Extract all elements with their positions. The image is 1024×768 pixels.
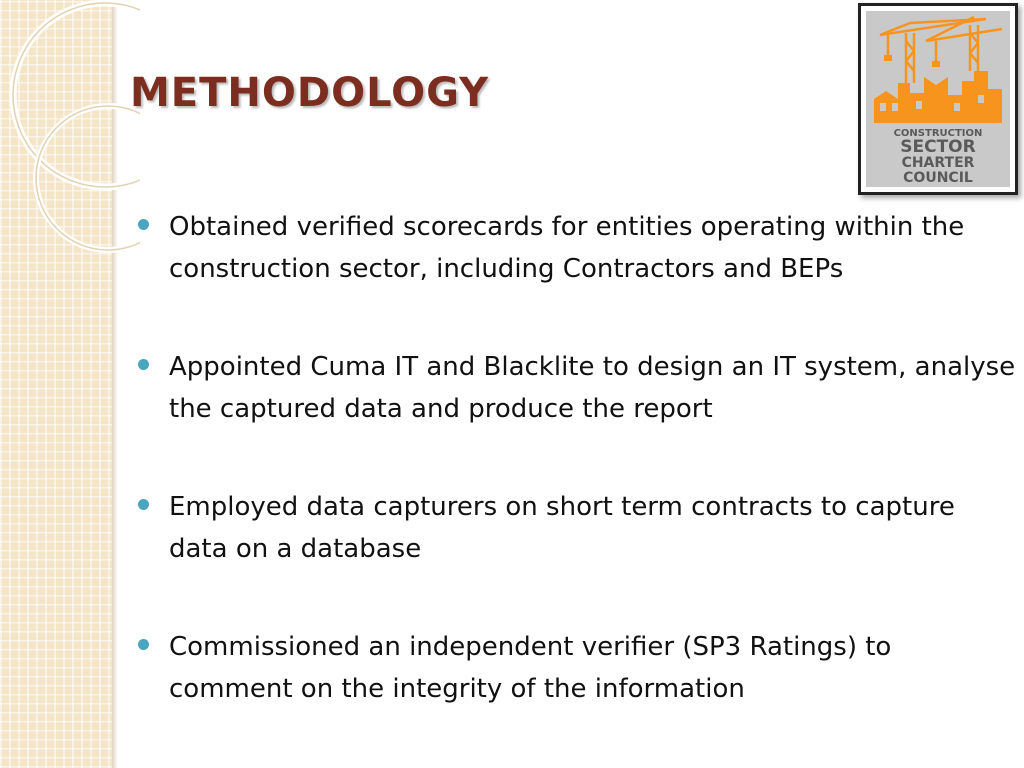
bullet-text: Commissioned an independent verifier (SP3 Ratings) to comment on the integrity of the information bbox=[169, 632, 892, 704]
bullet-item bbox=[138, 346, 1018, 430]
bullet-item bbox=[138, 206, 1018, 290]
logo-line-1: CONSTRUCTION bbox=[893, 128, 983, 139]
crane-skyline-icon bbox=[866, 11, 1010, 187]
bullet-dot-icon bbox=[138, 359, 149, 370]
bullet-text: Obtained verified scorecards for entities operating within the construction sector, including Contractors and BEPs bbox=[169, 212, 965, 284]
bullet-dot-icon bbox=[138, 499, 149, 510]
cscc-logo bbox=[858, 3, 1018, 195]
decorative-circles bbox=[0, 0, 140, 260]
bullet-text: Appointed Cuma IT and Blacklite to design an IT system, analyse the captured data and produce the report bbox=[169, 352, 1016, 424]
bullet-dot-icon bbox=[138, 219, 149, 230]
bullet-list bbox=[138, 206, 1018, 766]
logo-line-4: COUNCIL bbox=[903, 170, 973, 186]
bullet-dot-icon bbox=[138, 639, 149, 650]
logo-line-3: CHARTER bbox=[901, 155, 975, 171]
bullet-item bbox=[138, 486, 1018, 570]
bullet-text: Employed data capturers on short term contracts to capture data on a database bbox=[169, 492, 955, 564]
bullet-item bbox=[138, 626, 1018, 710]
slide-title: METHODOLOGY bbox=[130, 70, 490, 116]
logo-line-2: SECTOR bbox=[900, 137, 976, 157]
